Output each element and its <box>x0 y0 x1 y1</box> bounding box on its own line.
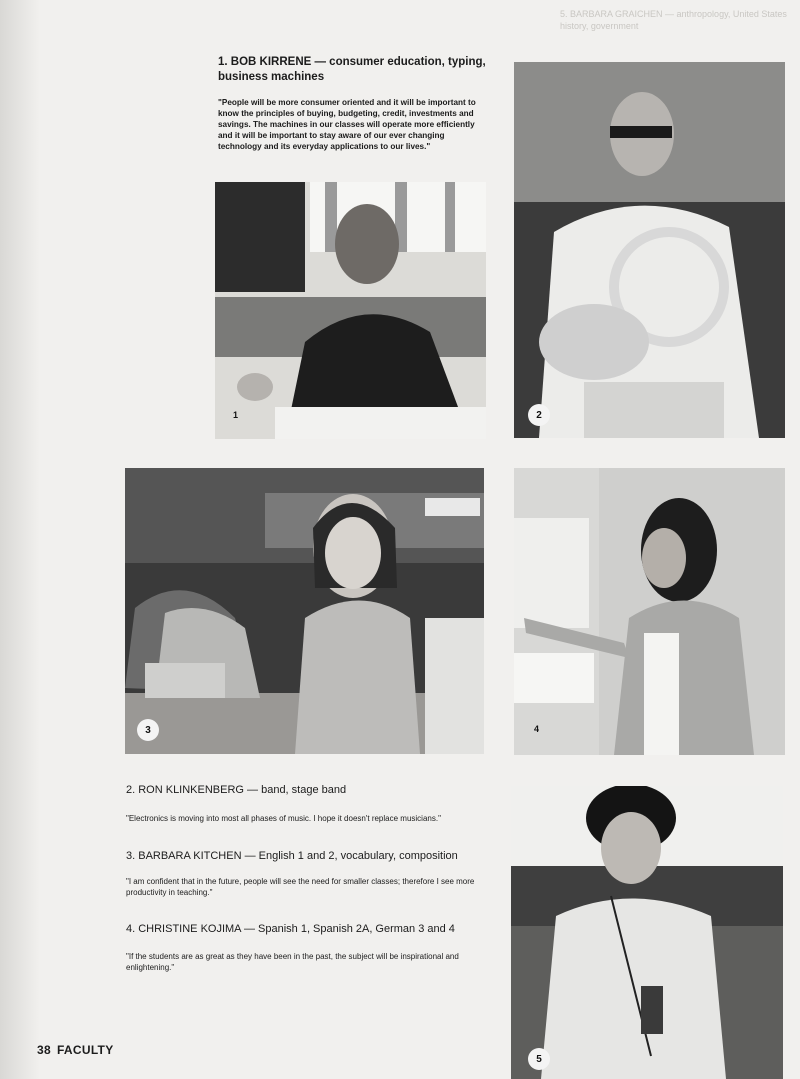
photo-3-illustration <box>125 468 484 754</box>
photo-5-illustration <box>511 786 783 1079</box>
bleed-through-text: 5. BARBARA GRAICHEN — anthropology, United States history, government <box>560 9 787 31</box>
photo-5-number: 5 <box>528 1048 550 1070</box>
kitchen-heading: 3. BARBARA KITCHEN — English 1 and 2, vocabulary, composition <box>126 850 458 862</box>
photo-2-number: 2 <box>528 404 550 426</box>
photo-barbara-graichen <box>511 786 783 1079</box>
photo-4-number: 4 <box>534 724 540 734</box>
kojima-heading: 4. CHRISTINE KOJIMA — Spanish 1, Spanish 2A, German 3 and 4 <box>126 923 455 935</box>
photo-ron-klinkenberg <box>514 62 785 438</box>
photo-1-illustration <box>215 182 486 439</box>
kitchen-quote: "I am confident that in the future, people will see the need for smaller classes; therefore I see more productivity in teaching." <box>126 877 475 897</box>
kirrene-quote: "People will be more consumer oriented and it will be important to know the principles of buying, budgeting, credit, investments and savings. The machines in our classes will operate more efficiently and it will be important to stay aware of our ever changing technology and its everyday applications to our lives." <box>218 98 476 151</box>
section-name: FACULTY <box>56 1043 114 1057</box>
photo-1-number: 1 <box>233 410 239 420</box>
photo-2-illustration <box>514 62 785 438</box>
page-spine-shadow <box>0 0 40 1079</box>
photo-bob-kirrene <box>215 182 486 439</box>
kirrene-heading: 1. BOB KIRRENE — consumer education, typing, business machines <box>218 56 486 83</box>
page-number: 38 <box>37 1043 51 1057</box>
photo-christine-kojima <box>514 468 785 755</box>
klinkenberg-heading: 2. RON KLINKENBERG — band, stage band <box>126 784 347 796</box>
photo-4-illustration <box>514 468 785 755</box>
photo-barbara-kitchen <box>125 468 484 754</box>
kojima-quote: "If the students are as great as they have been in the past, the subject will be inspirational and enlightening." <box>126 952 459 972</box>
klinkenberg-quote: "Electronics is moving into most all phases of music. I hope it doesn't replace musicians." <box>126 814 441 823</box>
photo-3-number: 3 <box>137 719 159 741</box>
page-footer <box>37 1043 120 1057</box>
